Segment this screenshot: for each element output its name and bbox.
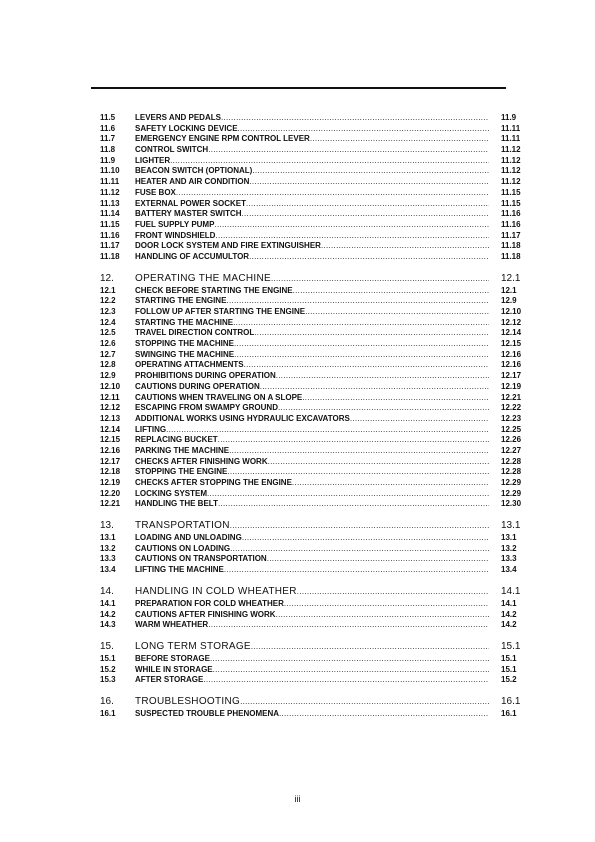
entry-number: 11.9	[100, 155, 116, 165]
toc-entry[interactable]	[100, 286, 526, 297]
entry-page: 12.28	[501, 456, 522, 466]
dot-leader	[224, 565, 489, 576]
entry-title: LOADING AND UNLOADING	[135, 533, 242, 543]
dot-leader	[230, 544, 489, 555]
toc-entry[interactable]	[100, 478, 526, 489]
dot-leader	[227, 467, 489, 478]
entry-title: BEACON SWITCH (OPTIONAL)	[135, 166, 253, 176]
entry-number: 13.3	[100, 554, 116, 564]
toc-section	[100, 695, 526, 720]
entry-page: 11.12	[501, 155, 521, 165]
toc-entry[interactable]	[100, 145, 526, 156]
dot-leader	[260, 382, 489, 393]
entry-number: 11.5	[100, 113, 116, 122]
dot-leader	[210, 654, 489, 665]
entry-page: 13.3	[501, 554, 517, 564]
dot-leader	[249, 252, 489, 263]
toc-entry[interactable]	[100, 665, 526, 676]
dot-leader	[234, 350, 489, 361]
entry-page: 12.26	[501, 435, 522, 445]
dot-leader	[238, 124, 489, 135]
entry-page: 12.29	[501, 488, 522, 498]
toc-entry[interactable]	[100, 134, 526, 145]
dot-leader	[293, 286, 489, 297]
chapter-number: 12.	[100, 272, 114, 284]
dot-leader	[166, 425, 489, 436]
entry-number: 15.3	[100, 675, 116, 685]
dot-leader	[242, 209, 489, 220]
entry-number: 12.9	[100, 371, 116, 381]
chapter-title: OPERATING THE MACHINE	[135, 272, 271, 284]
toc-entry[interactable]	[100, 425, 526, 436]
entry-page: 12.19	[501, 381, 522, 391]
dot-leader	[284, 599, 489, 610]
dot-leader	[305, 307, 489, 318]
entry-number: 11.8	[100, 145, 116, 155]
dot-leader	[271, 272, 489, 285]
dot-leader	[267, 554, 489, 565]
entry-page: 11.11	[501, 123, 521, 133]
dot-leader	[297, 585, 489, 598]
toc-entry[interactable]	[100, 241, 526, 252]
entry-title: SWINGING THE MACHINE	[135, 349, 235, 359]
entry-title: LIFTING	[135, 424, 167, 434]
entry-page: 11.11	[501, 134, 521, 144]
table-of-contents	[100, 113, 526, 720]
entry-number: 12.3	[100, 307, 116, 316]
entry-title: CAUTIONS WHEN TRAVELING ON A SLOPE	[135, 392, 303, 402]
chapter-heading[interactable]	[100, 695, 526, 708]
entry-title: PREPARATION FOR COLD WHEATHER	[135, 598, 284, 608]
dot-leader	[203, 675, 489, 686]
entry-number: 12.14	[100, 424, 121, 434]
entry-number: 12.19	[100, 478, 121, 487]
chapter-page: 14.1	[501, 585, 521, 597]
entry-page: 11.16	[501, 209, 521, 219]
entry-page: 15.2	[501, 675, 517, 685]
entry-page: 12.21	[501, 392, 522, 402]
dot-leader	[310, 134, 489, 145]
entry-title: EMERGENCY ENGINE RPM CONTROL LEVER	[135, 134, 310, 144]
entry-title: FOLLOW UP AFTER STARTING THE ENGINE	[135, 307, 306, 316]
dot-leader	[244, 360, 489, 371]
toc-entry[interactable]	[100, 446, 526, 457]
entry-number: 16.1	[100, 708, 116, 718]
chapter-number: 14.	[100, 585, 114, 597]
entry-title: PROHIBITIONS DURING OPERATION	[135, 371, 276, 381]
toc-entry[interactable]	[100, 124, 526, 135]
entry-number: 12.21	[100, 499, 121, 509]
entry-number: 12.12	[100, 403, 121, 413]
entry-title: STARTING THE ENGINE	[135, 296, 227, 306]
toc-section	[100, 113, 526, 263]
entry-number: 12.20	[100, 488, 121, 498]
dot-leader	[215, 231, 489, 242]
chapter-title: TRANSPORTATION	[135, 520, 230, 532]
entry-page: 11.18	[501, 251, 521, 261]
entry-title: CHECKS AFTER STOPPING THE ENGINE	[135, 478, 292, 487]
dot-leader	[302, 393, 489, 404]
entry-title: SAFETY LOCKING DEVICE	[135, 123, 238, 133]
entry-number: 13.2	[100, 543, 116, 553]
dot-leader	[218, 435, 489, 446]
dot-leader	[242, 533, 489, 544]
entry-number: 12.5	[100, 328, 116, 338]
dot-leader	[234, 339, 489, 350]
entry-number: 12.11	[100, 392, 120, 402]
entry-title: SUSPECTED TROUBLE PHENOMENA	[135, 708, 280, 718]
entry-title: FUEL SUPPLY PUMP	[135, 219, 215, 229]
entry-number: 12.8	[100, 360, 116, 370]
entry-title: STARTING THE MACHINE	[135, 317, 234, 327]
entry-page: 12.17	[501, 371, 522, 381]
entry-number: 13.4	[100, 565, 116, 575]
toc-entry[interactable]	[100, 393, 526, 404]
entry-title: OPERATING ATTACHMENTS	[135, 360, 244, 370]
entry-title: DOOR LOCK SYSTEM AND FIRE EXTINGUISHER	[135, 241, 321, 251]
entry-page: 12.27	[501, 445, 522, 455]
entry-number: 14.2	[100, 609, 116, 619]
chapter-page: 13.1	[501, 520, 521, 532]
entry-number: 12.17	[100, 456, 121, 466]
entry-title: PARKING THE MACHINE	[135, 445, 230, 455]
entry-page: 11.15	[501, 187, 521, 197]
entry-page: 14.2	[501, 620, 517, 630]
dot-leader	[240, 695, 489, 708]
chapter-title: TROUBLESHOOTING	[135, 695, 241, 707]
entry-number: 11.7	[100, 134, 116, 144]
toc-entry[interactable]	[100, 533, 526, 544]
entry-title: WARM WHEATHER	[135, 620, 209, 630]
chapter-heading[interactable]	[100, 585, 526, 598]
entry-title: EXTERNAL POWER SOCKET	[135, 198, 246, 208]
entry-number: 12.7	[100, 349, 116, 359]
toc-entry[interactable]	[100, 599, 526, 610]
entry-page: 12.9	[501, 296, 517, 306]
chapter-number: 13.	[100, 520, 114, 532]
dot-leader	[207, 489, 489, 500]
entry-title: CAUTIONS DURING OPERATION	[135, 381, 260, 391]
chapter-page: 16.1	[501, 695, 521, 707]
entry-number: 14.1	[100, 598, 116, 608]
entry-number: 11.12	[100, 187, 120, 197]
entry-title: CONTROL SWITCH	[135, 145, 209, 155]
toc-entry[interactable]	[100, 499, 526, 510]
dot-leader	[213, 665, 489, 676]
toc-entry[interactable]	[100, 177, 526, 188]
dot-leader	[276, 610, 489, 621]
entry-title: AFTER STORAGE	[135, 675, 204, 685]
toc-entry[interactable]	[100, 350, 526, 361]
entry-page: 12.25	[501, 424, 522, 434]
dot-leader	[268, 457, 489, 468]
entry-page: 12.29	[501, 478, 522, 487]
toc-entry[interactable]	[100, 489, 526, 500]
entry-number: 13.1	[100, 533, 116, 543]
toc-entry[interactable]	[100, 435, 526, 446]
entry-page: 14.1	[501, 598, 517, 608]
toc-entry[interactable]	[100, 307, 526, 318]
entry-number: 15.2	[100, 664, 116, 674]
entry-page: 12.15	[501, 339, 522, 349]
dot-leader	[214, 220, 489, 231]
dot-leader	[321, 241, 489, 252]
entry-title: BEFORE STORAGE	[135, 653, 210, 663]
dot-leader	[208, 145, 489, 156]
chapter-title: HANDLING IN COLD WHEATHER	[135, 585, 297, 597]
entry-number: 12.6	[100, 339, 116, 349]
entry-page: 12.28	[501, 467, 522, 477]
toc-entry[interactable]	[100, 188, 526, 199]
top-rule	[91, 87, 506, 89]
chapter-page: 15.1	[501, 640, 521, 652]
entry-page: 13.2	[501, 543, 517, 553]
toc-entry[interactable]	[100, 457, 526, 468]
entry-title: FUSE BOX	[135, 187, 176, 197]
entry-page: 16.1	[501, 708, 517, 718]
entry-number: 12.13	[100, 413, 121, 423]
page-number: iii	[294, 794, 301, 804]
entry-title: LOCKING SYSTEM	[135, 488, 208, 498]
entry-title: ADDITIONAL WORKS USING HYDRAULIC EXCAVATORS	[135, 413, 350, 423]
entry-page: 11.12	[501, 145, 521, 155]
entry-title: FRONT WINDSHIELD	[135, 230, 216, 240]
entry-page: 11.18	[501, 241, 521, 251]
dot-leader	[208, 620, 489, 631]
entry-page: 12.16	[501, 360, 522, 370]
entry-page: 12.1	[501, 285, 517, 295]
dot-leader	[279, 709, 489, 720]
entry-number: 11.15	[100, 219, 120, 229]
toc-entry[interactable]	[100, 414, 526, 425]
toc-entry[interactable]	[100, 610, 526, 621]
entry-page: 12.12	[501, 317, 522, 327]
dot-leader	[292, 478, 489, 489]
toc-entry[interactable]	[100, 544, 526, 555]
entry-number: 11.17	[100, 241, 120, 251]
entry-page: 11.17	[501, 230, 521, 240]
entry-number: 12.2	[100, 296, 116, 306]
entry-page: 12.10	[501, 307, 522, 316]
entry-title: HANDLING THE BELT	[135, 499, 218, 509]
entry-page: 15.1	[501, 664, 517, 674]
chapter-page: 12.1	[501, 272, 521, 284]
entry-page: 13.1	[501, 533, 517, 543]
entry-page: 13.4	[501, 565, 517, 575]
dot-leader	[170, 156, 489, 167]
dot-leader	[226, 296, 489, 307]
entry-number: 12.1	[100, 285, 116, 295]
chapter-number: 15.	[100, 640, 114, 652]
toc-entry[interactable]	[100, 467, 526, 478]
entry-title: STOPPING THE MACHINE	[135, 339, 234, 349]
entry-page: 12.23	[501, 413, 522, 423]
entry-page: 12.30	[501, 499, 522, 509]
toc-entry[interactable]	[100, 339, 526, 350]
dot-leader	[254, 328, 489, 339]
dot-leader	[251, 640, 489, 653]
dot-leader	[233, 318, 489, 329]
toc-entry[interactable]	[100, 231, 526, 242]
entry-page: 11.12	[501, 177, 521, 187]
entry-number: 12.15	[100, 435, 121, 445]
toc-entry[interactable]	[100, 403, 526, 414]
entry-page: 11.16	[501, 219, 521, 229]
dot-leader	[229, 446, 489, 457]
toc-entry[interactable]	[100, 318, 526, 329]
toc-entry[interactable]	[100, 654, 526, 665]
entry-title: CHECKS AFTER FINISHING WORK	[135, 456, 268, 466]
chapter-number: 16.	[100, 695, 114, 707]
toc-entry[interactable]	[100, 252, 526, 263]
entry-title: WHILE IN STORAGE	[135, 664, 213, 674]
entry-number: 11.6	[100, 123, 116, 133]
toc-entry[interactable]	[100, 620, 526, 631]
dot-leader	[252, 166, 489, 177]
entry-number: 11.18	[100, 251, 120, 261]
entry-number: 11.16	[100, 230, 120, 240]
entry-page: 15.1	[501, 653, 517, 663]
entry-title: ESCAPING FROM SWAMPY GROUND	[135, 403, 278, 413]
toc-entry[interactable]	[100, 382, 526, 393]
entry-title: CAUTIONS AFTER FINISHING WORK	[135, 609, 276, 619]
entry-page: 14.2	[501, 609, 517, 619]
dot-leader	[230, 519, 489, 532]
entry-page: 12.16	[501, 349, 522, 359]
chapter-title: LONG TERM STORAGE	[135, 640, 251, 652]
entry-number: 14.3	[100, 620, 116, 630]
toc-entry[interactable]	[100, 156, 526, 167]
toc-entry[interactable]	[100, 554, 526, 565]
chapter-heading[interactable]	[100, 272, 526, 285]
entry-title: HEATER AND AIR CONDITION	[135, 177, 250, 187]
chapter-heading[interactable]	[100, 640, 526, 653]
dot-leader	[278, 403, 489, 414]
entry-number: 11.13	[100, 198, 120, 208]
entry-title: STOPPING THE ENGINE	[135, 467, 228, 477]
toc-entry[interactable]	[100, 296, 526, 307]
entry-page: 12.14	[501, 328, 522, 338]
entry-number: 12.16	[100, 445, 121, 455]
entry-page: 11.9	[501, 113, 517, 122]
chapter-heading[interactable]	[100, 519, 526, 532]
toc-entry[interactable]	[100, 565, 526, 576]
entry-title: HANDLING OF ACCUMULTOR	[135, 251, 250, 261]
entry-number: 12.18	[100, 467, 121, 477]
entry-title: BATTERY MASTER SWITCH	[135, 209, 242, 219]
toc-section	[100, 272, 526, 510]
toc-section	[100, 585, 526, 631]
entry-title: CAUTIONS ON LOADING	[135, 543, 231, 553]
toc-section	[100, 519, 526, 576]
entry-page: 11.15	[501, 198, 521, 208]
entry-number: 12.10	[100, 381, 121, 391]
entry-number: 11.14	[100, 209, 120, 219]
entry-title: TRAVEL DIRECTION CONTROL	[135, 328, 255, 338]
toc-entry[interactable]	[100, 328, 526, 339]
entry-number: 11.11	[100, 177, 120, 187]
entry-number: 11.10	[100, 166, 120, 176]
entry-title: LIFTING THE MACHINE	[135, 565, 224, 575]
toc-entry[interactable]	[100, 709, 526, 720]
dot-leader	[246, 199, 489, 210]
toc-entry[interactable]	[100, 371, 526, 382]
toc-entry[interactable]	[100, 199, 526, 210]
dot-leader	[276, 371, 489, 382]
entry-title: REPLACING BUCKET	[135, 435, 218, 445]
entry-title: LEVERS AND PEDALS	[135, 113, 221, 122]
toc-entry[interactable]	[100, 360, 526, 371]
toc-entry[interactable]	[100, 166, 526, 177]
entry-page: 12.22	[501, 403, 522, 413]
entry-title: CAUTIONS ON TRANSPORTATION	[135, 554, 267, 564]
toc-entry[interactable]	[100, 209, 526, 220]
dot-leader	[176, 188, 489, 199]
dot-leader	[350, 414, 489, 425]
entry-title: LIGHTER	[135, 155, 171, 165]
toc-entry[interactable]	[100, 220, 526, 231]
entry-page: 11.12	[501, 166, 521, 176]
toc-entry[interactable]	[100, 675, 526, 686]
toc-entry[interactable]	[100, 113, 526, 124]
dot-leader	[249, 177, 489, 188]
entry-title: CHECK BEFORE STARTING THE ENGINE	[135, 285, 293, 295]
dot-leader	[221, 113, 489, 124]
entry-number: 15.1	[100, 653, 116, 663]
dot-leader	[218, 499, 489, 510]
toc-section	[100, 640, 526, 686]
entry-number: 12.4	[100, 317, 116, 327]
